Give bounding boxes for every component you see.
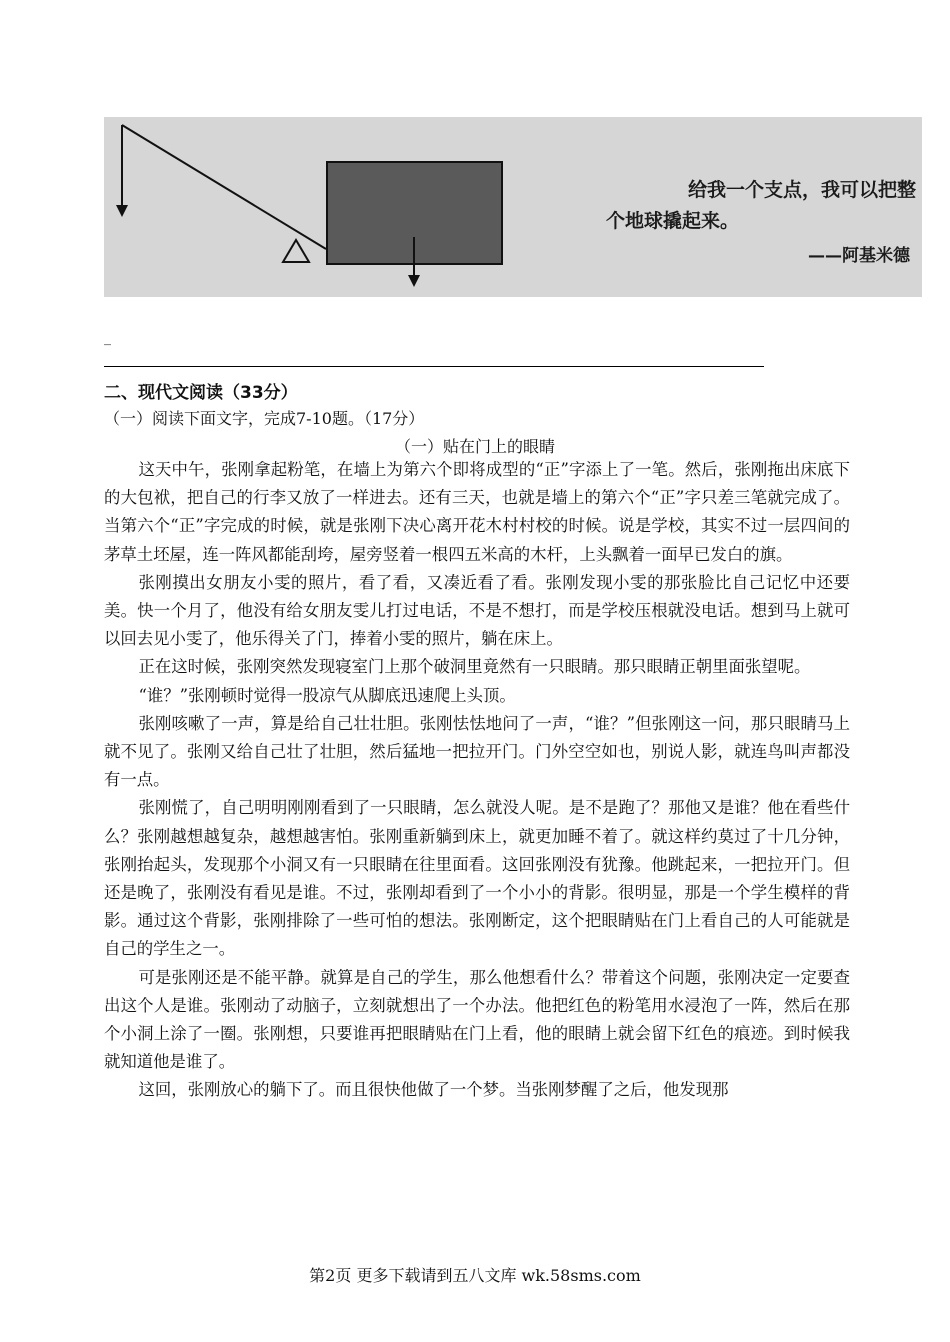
section-title: 二、现代文阅读（33分）	[104, 383, 298, 403]
quote-line-1: 给我一个支点，我可以把整	[687, 179, 916, 201]
left-arrowhead	[116, 205, 128, 217]
paragraph: 正在这时候，张刚突然发现寝室门上那个破洞里竟然有一只眼睛。那只眼睛正朝里面张望呢。	[138, 657, 811, 677]
lever-illustration	[104, 117, 922, 297]
quote-author: ——阿基米德	[808, 246, 910, 266]
paragraph: “谁？”张刚顿时觉得一股凉气从脚底迅速爬上头顶。	[138, 685, 516, 705]
story-body	[104, 456, 850, 1105]
story-title: （一）贴在门上的眼睛	[394, 437, 555, 456]
archimedes-quote	[606, 175, 916, 237]
dash-mark: _	[104, 330, 111, 346]
paragraph: 张刚摸出女朋友小雯的照片，看了看，又凑近看了看。张刚发现小雯的那张脸比自己记忆中还要美。快一个月了，他没有给女朋友雯儿打过电话，不是不想打，而是学校压根就没电话。想到马上就可以回去见小雯了，他乐得关了门，捧着小雯的照片，躺在床上。	[104, 572, 850, 649]
quote-line-2: 个地球撬起来。	[606, 210, 740, 232]
paragraph: 张刚咳嗽了一声，算是给自己壮壮胆。张刚怯怯地问了一声，“谁？”但张刚这一问，那只眼睛马上就不见了。张刚又给自己壮了壮胆，然后猛地一把拉开门。门外空空如也，别说人影，就连鸟叫声都没有一点。	[104, 713, 850, 790]
paragraph: 这回，张刚放心的躺下了。而且很快他做了一个梦。当张刚梦醒了之后，他发现那	[138, 1080, 729, 1100]
paragraph: 张刚慌了，自己明明刚刚看到了一只眼睛，怎么就没人呢。是不是跑了？那他又是谁？他在看些什么？张刚越想越复杂，越想越害怕。张刚重新躺到床上，就更加睡不着了。就这样约莫过了十几分钟，张刚抬起头，发现那个小洞又有一只眼睛在往里面看。这回张刚没有犹豫。他跳起来，一把拉开门。但还是晚了，张刚没有看见是谁。不过，张刚却看到了一个小小的背影。很明显，那是一个学生模样的背影。通过这个背影，张刚排除了一些可怕的想法。张刚断定，这个把眼睛贴在门上看自己的人可能就是自己的学生之一。	[104, 798, 850, 959]
paragraph: 这天中午，张刚拿起粉笔，在墙上为第六个即将成型的“正”字添上了一笔。然后，张刚拖出床底下的大包袱，把自己的行李又放了一样进去。还有三天，也就是墙上的第六个“正”字只差三笔就完成了。当第六个“正”字完成的时候，就是张刚下决心离开花木村村校的时候。说是学校，其实不过一层四间的茅草土坯屋，连一阵风都能刮垮，屋旁竖着一根四五米高的木杆，上头飘着一面早已发白的旗。	[104, 460, 850, 564]
paragraph: 可是张刚还是不能平静。就算是自己的学生，那么他想看什么？带着这个问题，张刚决定一定要查出这个人是谁。张刚动了动脑子，立刻就想出了一个办法。他把红色的粉笔用水浸泡了一阵，然后在那个小洞上涂了一圈。张刚想，只要谁再把眼睛贴在门上看，他的眼睛上就会留下红色的痕迹。到时候我就知道他是谁了。	[104, 967, 850, 1072]
weight-arrowhead	[408, 275, 420, 287]
horizontal-rule	[104, 366, 764, 367]
page-footer: 第2页 更多下载请到五八文库 wk.58sms.com	[309, 1266, 641, 1285]
instruction-text: （一）阅读下面文字，完成7-10题。（17分）	[104, 409, 425, 428]
fulcrum-triangle	[283, 240, 309, 262]
lever-bar	[122, 125, 326, 249]
